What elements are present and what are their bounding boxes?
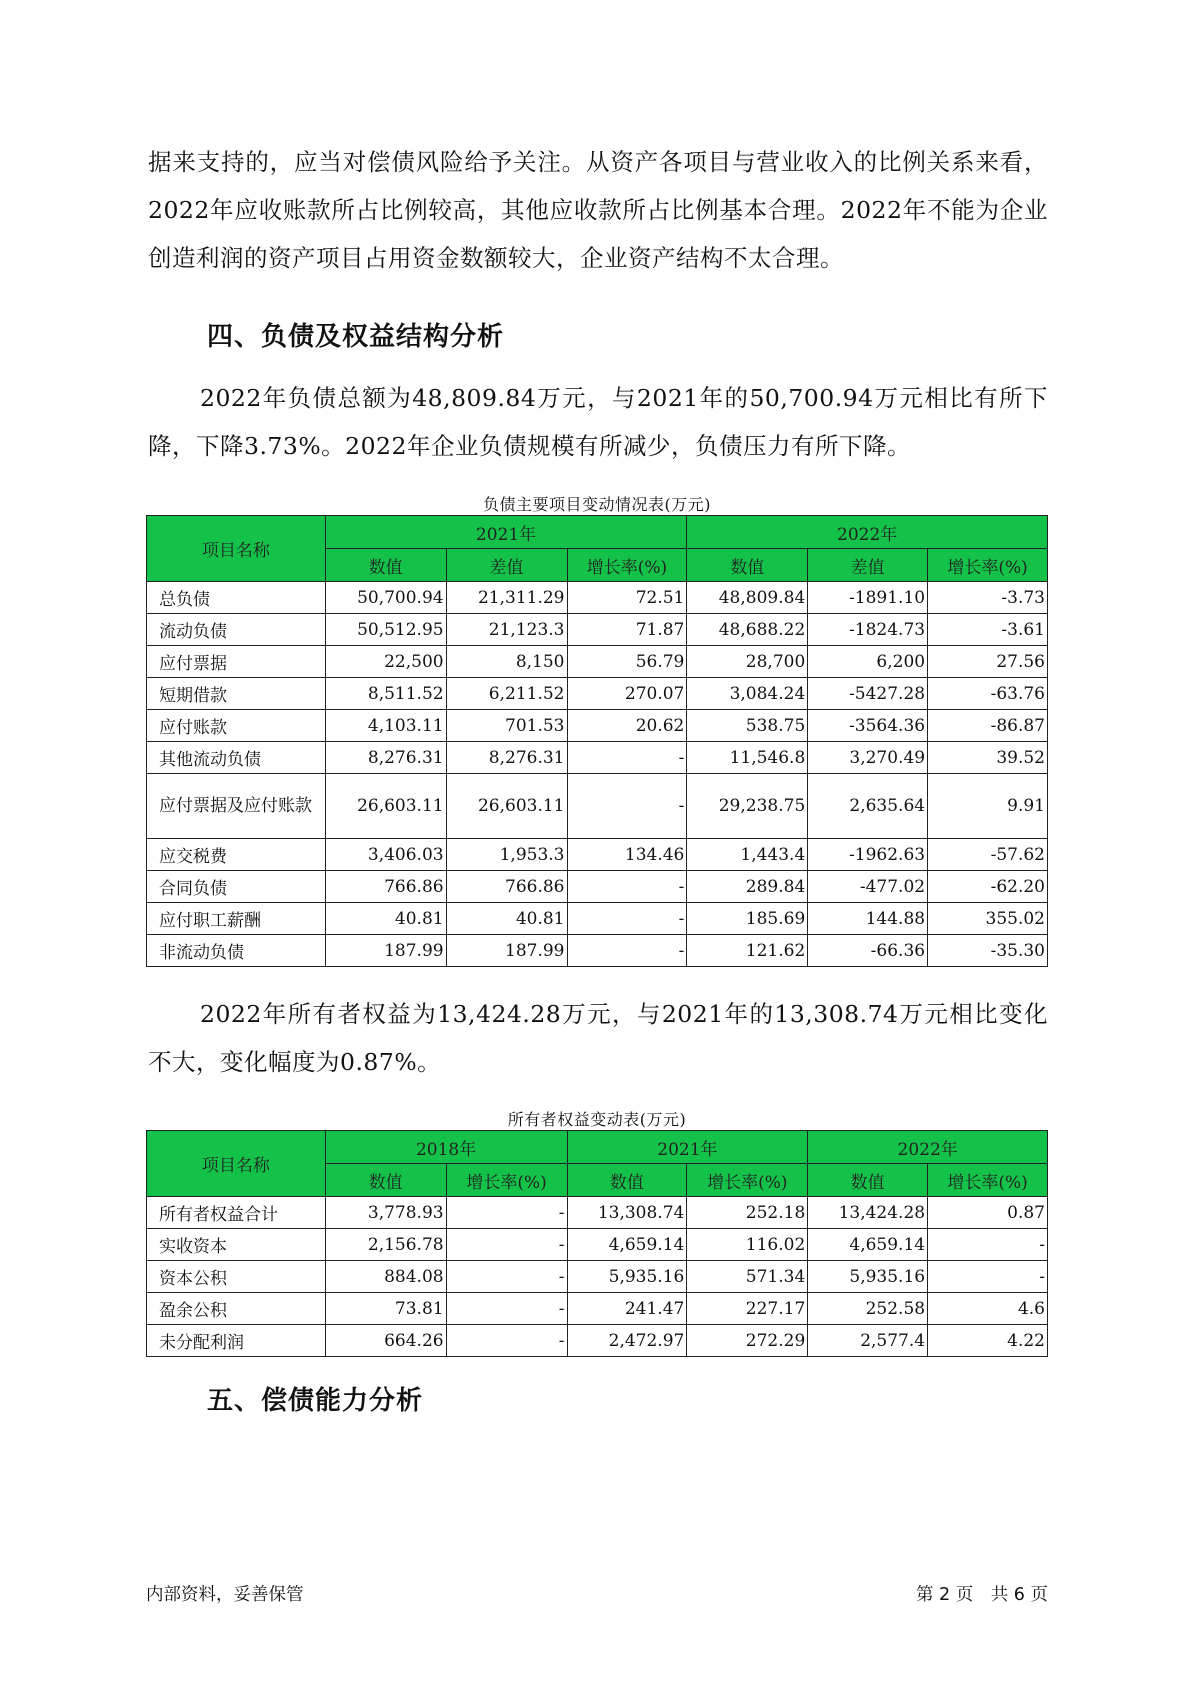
table-cell: - — [446, 1229, 567, 1261]
table-row — [147, 935, 1048, 967]
row-label: 非流动负债 — [147, 935, 326, 967]
table-cell: 3,406.03 — [325, 839, 446, 871]
table-cell: -66.36 — [808, 935, 928, 967]
table-cell: 6,211.52 — [446, 678, 567, 710]
table-cell: 13,308.74 — [567, 1197, 687, 1229]
table1-subheader: 数值 — [687, 549, 808, 582]
table-cell: - — [567, 742, 687, 774]
row-label: 应付账款 — [147, 710, 326, 742]
row-label: 未分配利润 — [147, 1325, 326, 1357]
table-cell: 5,935.16 — [808, 1261, 928, 1293]
table-cell: 8,276.31 — [325, 742, 446, 774]
table-cell: 71.87 — [567, 614, 687, 646]
table-cell: -62.20 — [928, 871, 1048, 903]
table-cell: 11,546.8 — [687, 742, 808, 774]
table-cell: 270.07 — [567, 678, 687, 710]
table-cell: 22,500 — [325, 646, 446, 678]
table-row — [147, 646, 1048, 678]
table-cell: 2,635.64 — [808, 774, 928, 839]
equity-table — [146, 1130, 1048, 1357]
table-cell: 2,472.97 — [567, 1325, 687, 1357]
table-cell: 884.08 — [325, 1261, 446, 1293]
table-cell: - — [446, 1261, 567, 1293]
table-cell: 187.99 — [325, 935, 446, 967]
paragraph-top: 据来支持的，应当对偿债风险给予关注。从资产各项目与营业收入的比例关系来看，2022年应收账款所占比例较高，其他应收款所占比例基本合理。2022年不能为企业创造利润的资产项目占用资金数额较大，企业资产结构不太合理。 — [148, 148, 1048, 272]
liabilities-table — [146, 515, 1048, 967]
table-cell: 2,577.4 — [808, 1325, 928, 1357]
table2-subheader: 数值 — [567, 1164, 687, 1197]
table2-subheader: 数值 — [808, 1164, 928, 1197]
table-cell: - — [446, 1325, 567, 1357]
row-label: 应付票据及应付账款 — [147, 774, 326, 839]
table2-year-header: 2018年 — [325, 1131, 567, 1164]
footer-confidential: 内部资料，妥善保管 — [146, 1585, 304, 1605]
table-cell: -1962.63 — [808, 839, 928, 871]
table-cell: 6,200 — [808, 646, 928, 678]
table-cell: - — [567, 774, 687, 839]
table-cell: 4,659.14 — [808, 1229, 928, 1261]
table-cell: 73.81 — [325, 1293, 446, 1325]
table-cell: 72.51 — [567, 582, 687, 614]
table-row — [147, 1261, 1048, 1293]
table-cell: 4.22 — [928, 1325, 1048, 1357]
table-cell: 40.81 — [325, 903, 446, 935]
table-cell: 1,953.3 — [446, 839, 567, 871]
table-cell: 3,778.93 — [325, 1197, 446, 1229]
table-row — [147, 1229, 1048, 1261]
table2-year-header: 2022年 — [808, 1131, 1048, 1164]
row-label: 资本公积 — [147, 1261, 326, 1293]
table-cell: 26,603.11 — [446, 774, 567, 839]
table-cell: 4,659.14 — [567, 1229, 687, 1261]
table-cell: 5,935.16 — [567, 1261, 687, 1293]
table-cell: 48,688.22 — [687, 614, 808, 646]
table-cell: 355.02 — [928, 903, 1048, 935]
table2-caption: 所有者权益变动表(万元) — [507, 1110, 687, 1129]
table-cell: 4,103.11 — [325, 710, 446, 742]
table-cell: -5427.28 — [808, 678, 928, 710]
table-cell: 9.91 — [928, 774, 1048, 839]
table-cell: 289.84 — [687, 871, 808, 903]
paragraph-equity: 2022年所有者权益为13,424.28万元，与2021年的13,308.74万元相比变化不大，变化幅度为0.87%。 — [148, 1000, 1048, 1076]
table2-item-header: 项目名称 — [147, 1131, 326, 1197]
table1-subheader: 增长率(%) — [928, 549, 1048, 582]
table-cell: 227.17 — [687, 1293, 808, 1325]
table-cell: 50,512.95 — [325, 614, 446, 646]
table1-subheader: 增长率(%) — [567, 549, 687, 582]
table-cell: - — [928, 1229, 1048, 1261]
table-cell: 1,443.4 — [687, 839, 808, 871]
table-cell: - — [928, 1261, 1048, 1293]
table-cell: -63.76 — [928, 678, 1048, 710]
table-cell: -1824.73 — [808, 614, 928, 646]
table-cell: 766.86 — [325, 871, 446, 903]
table-cell: 21,123.3 — [446, 614, 567, 646]
table-row — [147, 1197, 1048, 1229]
row-label: 短期借款 — [147, 678, 326, 710]
table-cell: 29,238.75 — [687, 774, 808, 839]
row-label: 应交税费 — [147, 839, 326, 871]
table-cell: -477.02 — [808, 871, 928, 903]
table-cell: 0.87 — [928, 1197, 1048, 1229]
table-cell: 121.62 — [687, 935, 808, 967]
table-cell: 664.26 — [325, 1325, 446, 1357]
table-cell: 252.58 — [808, 1293, 928, 1325]
footer-page-number: 第 2 页 共 6 页 — [915, 1585, 1048, 1605]
table2-subheader: 增长率(%) — [687, 1164, 808, 1197]
table-cell: 28,700 — [687, 646, 808, 678]
table-row — [147, 903, 1048, 935]
table2-subheader: 增长率(%) — [446, 1164, 567, 1197]
table-row — [147, 774, 1048, 839]
table-cell: 4.6 — [928, 1293, 1048, 1325]
table-cell: 538.75 — [687, 710, 808, 742]
row-label: 合同负债 — [147, 871, 326, 903]
table-cell: 241.47 — [567, 1293, 687, 1325]
table2-subheader: 增长率(%) — [928, 1164, 1048, 1197]
row-label: 盈余公积 — [147, 1293, 326, 1325]
table-cell: 2,156.78 — [325, 1229, 446, 1261]
table1-subheader: 数值 — [325, 549, 446, 582]
table1-caption: 负债主要项目变动情况表(万元) — [483, 495, 711, 514]
table2-year-header: 2021年 — [567, 1131, 808, 1164]
table-cell: 252.18 — [687, 1197, 808, 1229]
table-cell: -3564.36 — [808, 710, 928, 742]
table-cell: 21,311.29 — [446, 582, 567, 614]
row-label: 实收资本 — [147, 1229, 326, 1261]
table-cell: 13,424.28 — [808, 1197, 928, 1229]
table1-subheader: 差值 — [446, 549, 567, 582]
table-cell: 3,084.24 — [687, 678, 808, 710]
table-cell: 272.29 — [687, 1325, 808, 1357]
table-cell: 144.88 — [808, 903, 928, 935]
table-row — [147, 742, 1048, 774]
table-cell: - — [567, 935, 687, 967]
table-cell: 27.56 — [928, 646, 1048, 678]
row-label: 应付职工薪酬 — [147, 903, 326, 935]
table-cell: -3.61 — [928, 614, 1048, 646]
table-row — [147, 614, 1048, 646]
table-cell: 134.46 — [567, 839, 687, 871]
table-row — [147, 871, 1048, 903]
table-cell: - — [446, 1293, 567, 1325]
table-cell: 40.81 — [446, 903, 567, 935]
section-heading-5: 五、偿债能力分析 — [207, 1386, 424, 1416]
table-cell: 50,700.94 — [325, 582, 446, 614]
table2-subheader: 数值 — [325, 1164, 446, 1197]
table-cell: 701.53 — [446, 710, 567, 742]
table-cell: -1891.10 — [808, 582, 928, 614]
table-cell: - — [567, 903, 687, 935]
table-row — [147, 582, 1048, 614]
row-label: 所有者权益合计 — [147, 1197, 326, 1229]
table-row — [147, 1325, 1048, 1357]
table-cell: -86.87 — [928, 710, 1048, 742]
table-cell: -35.30 — [928, 935, 1048, 967]
table-cell: 20.62 — [567, 710, 687, 742]
table1-item-header: 项目名称 — [147, 516, 326, 582]
table-cell: 26,603.11 — [325, 774, 446, 839]
table-cell: 571.34 — [687, 1261, 808, 1293]
table-row — [147, 1293, 1048, 1325]
table-cell: -57.62 — [928, 839, 1048, 871]
table1-subheader: 差值 — [808, 549, 928, 582]
table1-year-header: 2022年 — [687, 516, 1048, 549]
paragraph-liabilities: 2022年负债总额为48,809.84万元，与2021年的50,700.94万元相比有所下降，下降3.73%。2022年企业负债规模有所减少，负债压力有所下降。 — [148, 384, 1048, 460]
table-cell: - — [446, 1197, 567, 1229]
table-cell: 56.79 — [567, 646, 687, 678]
table-row — [147, 678, 1048, 710]
table-cell: 116.02 — [687, 1229, 808, 1261]
table-cell: 8,511.52 — [325, 678, 446, 710]
table-cell: 3,270.49 — [808, 742, 928, 774]
table-cell: 185.69 — [687, 903, 808, 935]
table1-year-header: 2021年 — [325, 516, 687, 549]
table-cell: 8,276.31 — [446, 742, 567, 774]
table-cell: - — [567, 871, 687, 903]
row-label: 其他流动负债 — [147, 742, 326, 774]
table-row — [147, 710, 1048, 742]
table-cell: 8,150 — [446, 646, 567, 678]
table-cell: 48,809.84 — [687, 582, 808, 614]
table-cell: 187.99 — [446, 935, 567, 967]
table-cell: 39.52 — [928, 742, 1048, 774]
table-row — [147, 839, 1048, 871]
row-label: 流动负债 — [147, 614, 326, 646]
table-cell: 766.86 — [446, 871, 567, 903]
section-heading-4: 四、负债及权益结构分析 — [207, 322, 505, 352]
table-cell: -3.73 — [928, 582, 1048, 614]
row-label: 应付票据 — [147, 646, 326, 678]
row-label: 总负债 — [147, 582, 326, 614]
